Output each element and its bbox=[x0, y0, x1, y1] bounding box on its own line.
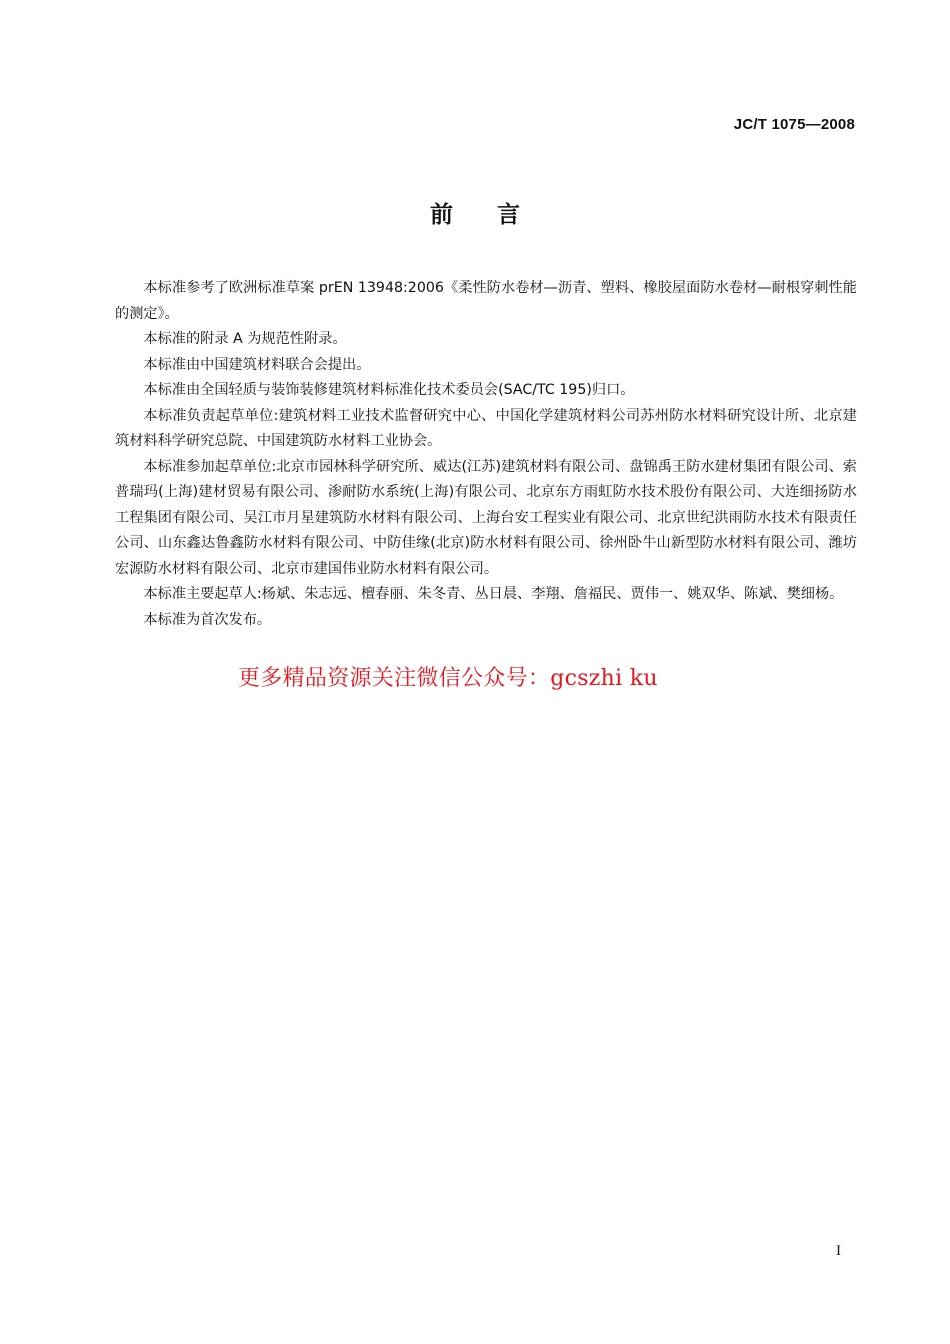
foreword-body bbox=[115, 276, 857, 633]
page-number: I bbox=[836, 1243, 841, 1259]
standard-number: JC/T 1075—2008 bbox=[733, 116, 855, 133]
paragraph-first-release: 本标准为首次发布。 bbox=[143, 611, 272, 628]
paragraph-reference: 本标准参考了欧洲标准草案 prEN 13948:2006《柔性防水卷材—沥青、塑料、橡胶屋面防水卷材—耐根穿刺性能的测定》。 bbox=[115, 280, 857, 322]
paragraph-participating-drafters: 本标准参加起草单位:北京市园林科学研究所、威达(江苏)建筑材料有限公司、盘锦禹王防水建材集团有限公司、索普瑞玛(上海)建材贸易有限公司、渗耐防水系统(上海)有限公司、北京东方雨虹防水技术股份有限公司、大连细扬防水工程集团有限公司、吴江市月星建筑防水材料有限公司、上海台安工程实业有限公司、北京世纪洪雨防水技术有限责任公司、山东鑫达鲁鑫防水材料有限公司、中防佳缘(北京)防水材料有限公司、徐州卧牛山新型防水材料有限公司、潍坊宏源防水材料有限公司、北京市建国伟业防水材料有限公司。 bbox=[115, 458, 857, 577]
paragraph-lead-drafters: 本标准负责起草单位:建筑材料工业技术监督研究中心、中国化学建筑材料公司苏州防水材料研究设计所、北京建筑材料科学研究总院、中国建筑防水材料工业协会。 bbox=[115, 407, 857, 449]
watermark-text: 更多精品资源关注微信公众号：gcszhi ku bbox=[238, 666, 658, 691]
paragraph-main-drafters: 本标准主要起草人:杨斌、朱志远、檀春丽、朱冬青、丛日晨、李翔、詹福民、贾伟一、姚双华、陈斌、樊细杨。 bbox=[143, 586, 844, 602]
page-title: 前言 bbox=[430, 202, 564, 228]
paragraph-committee: 本标准由全国轻质与装饰装修建筑材料标准化技术委员会(SAC/TC 195)归口。 bbox=[143, 382, 635, 398]
paragraph-appendix: 本标准的附录 A 为规范性附录。 bbox=[143, 331, 347, 347]
paragraph-proposer: 本标准由中国建筑材料联合会提出。 bbox=[143, 356, 371, 373]
